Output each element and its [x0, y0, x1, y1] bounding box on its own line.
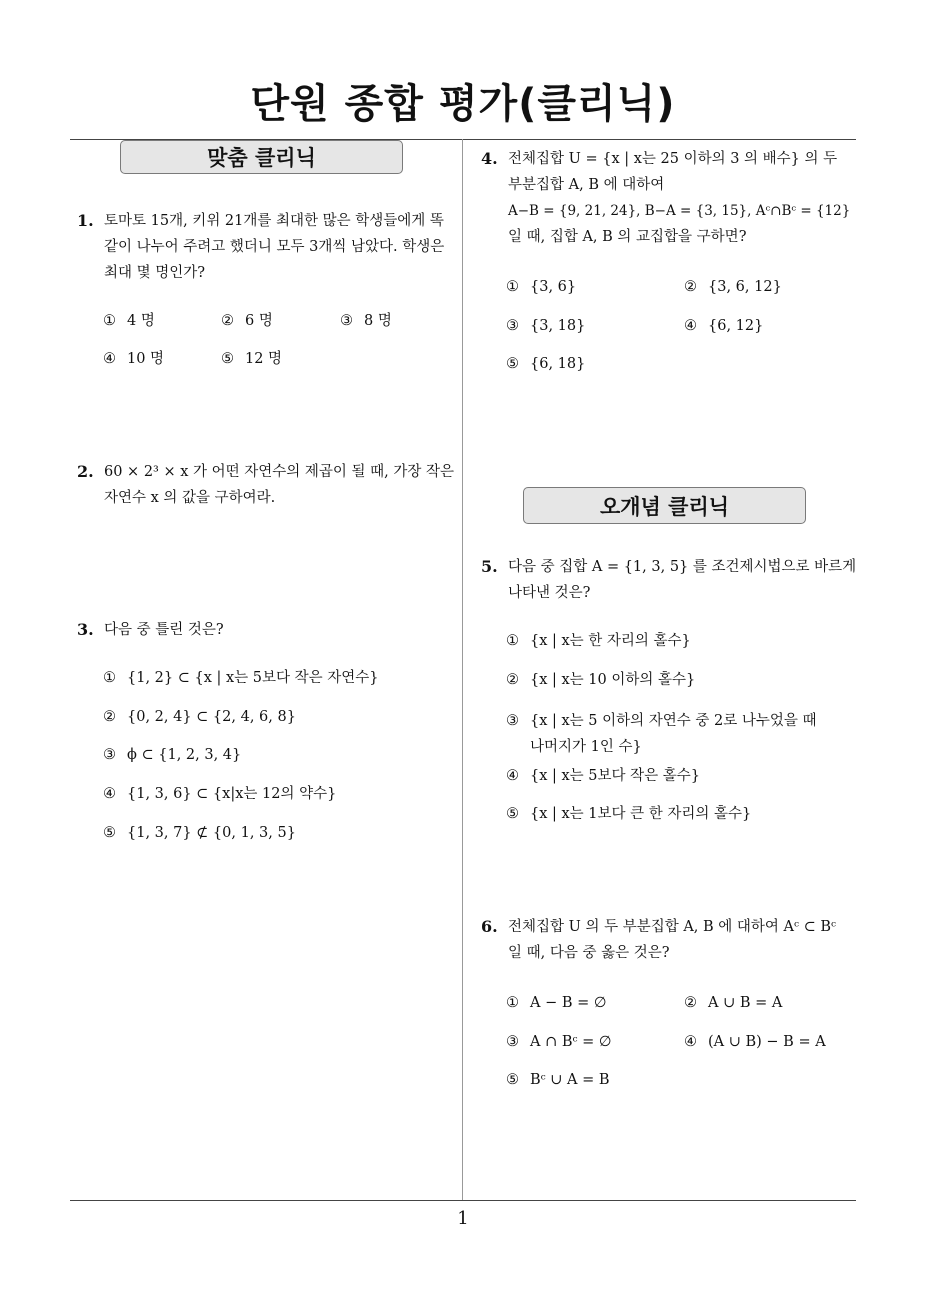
q1-option-3[interactable] [340, 310, 392, 332]
question-number: 1. [77, 211, 94, 230]
q5-option-5[interactable] [506, 803, 751, 825]
option-marker: ② [684, 279, 697, 295]
option-marker: ⑤ [103, 825, 116, 841]
question-number: 6. [481, 917, 498, 936]
option-marker: ① [506, 633, 519, 649]
section-header-misconception-clinic: 오개념 클리닉 [523, 487, 806, 524]
option-text: 4 명 [127, 313, 155, 329]
q1-option-2[interactable] [221, 310, 273, 332]
option-text: {3, 6, 12} [708, 279, 782, 295]
q6-option-3[interactable] [506, 1031, 612, 1053]
option-text: (A ∪ B) − B = A [708, 1034, 826, 1050]
q6-option-1[interactable] [506, 992, 607, 1014]
option-marker: ① [103, 670, 116, 686]
bottom-rule [70, 1200, 856, 1201]
option-text: Bᶜ ∪ A = B [530, 1072, 610, 1088]
option-marker: ⑤ [506, 1072, 519, 1088]
q4-option-2[interactable] [684, 276, 782, 298]
section-header-custom-clinic: 맞춤 클리닉 [120, 140, 403, 174]
q6-option-4[interactable] [684, 1031, 826, 1053]
q3-option-4[interactable] [103, 783, 336, 805]
q4-option-4[interactable] [684, 315, 763, 337]
question-3 [77, 617, 462, 643]
question-number: 5. [481, 557, 498, 576]
option-text: {1, 3, 6} ⊂ {x|x는 12의 약수} [127, 786, 337, 802]
option-marker: ① [103, 313, 116, 329]
option-text: {6, 18} [530, 356, 586, 372]
option-text: 8 명 [364, 313, 392, 329]
option-text: {3, 6} [530, 279, 577, 295]
question-2 [77, 459, 462, 511]
question-6 [481, 914, 866, 966]
q3-option-5[interactable] [103, 822, 296, 844]
option-marker: ③ [340, 313, 353, 329]
option-marker: ② [103, 709, 116, 725]
question-text-line: 전체집합 U 의 두 부분집합 A, B 에 대하여 Aᶜ ⊂ Bᶜ [508, 919, 837, 935]
question-text-line: 전체집합 U = {x | x는 25 이하의 3 의 배수} 의 두 [508, 151, 838, 167]
q1-option-4[interactable] [103, 348, 164, 370]
q1-option-5[interactable] [221, 348, 282, 370]
page-title: 단원 종합 평가(클리닉) [250, 81, 676, 127]
question-text-line: 일 때, 집합 A, B 의 교집합을 구하면? [508, 229, 747, 245]
option-marker: ③ [506, 1034, 519, 1050]
option-text: 12 명 [245, 351, 283, 367]
option-text: {x | x는 5 이하의 자연수 중 2로 나누었을 때 [530, 713, 817, 729]
q4-option-1[interactable] [506, 276, 576, 298]
question-text-line: 토마토 15개, 키위 21개를 최대한 많은 학생들에게 똑 [104, 213, 444, 229]
question-1 [77, 208, 462, 286]
option-text: {x | x는 1보다 큰 한 자리의 홀수} [530, 806, 752, 822]
option-marker: ⑤ [506, 356, 519, 372]
option-text: ϕ ⊂ {1, 2, 3, 4} [127, 747, 242, 763]
question-text-line: A−B = {9, 21, 24}, B−A = {3, 15}, Aᶜ∩Bᶜ = {12} [508, 203, 851, 219]
q1-option-1[interactable] [103, 310, 155, 332]
question-text-line: 다음 중 틀린 것은? [104, 622, 224, 638]
question-text-line: 나타낸 것은? [508, 585, 591, 601]
option-marker: ④ [684, 318, 697, 334]
question-text-line: 일 때, 다음 중 옳은 것은? [508, 945, 670, 961]
option-marker: ③ [506, 318, 519, 334]
question-number: 2. [77, 462, 94, 481]
option-text: A ∪ B = A [708, 995, 783, 1011]
question-5 [481, 554, 866, 606]
q4-option-3[interactable] [506, 315, 585, 337]
option-text: {6, 12} [708, 318, 764, 334]
q3-option-2[interactable] [103, 706, 296, 728]
q6-option-5[interactable] [506, 1069, 610, 1091]
option-marker: ③ [103, 747, 116, 763]
option-marker: ④ [684, 1034, 697, 1050]
option-text: {x | x는 한 자리의 홀수} [530, 633, 691, 649]
question-text-line: 부분집합 A, B 에 대하여 [508, 177, 665, 193]
option-text: {1, 3, 7} ⊄ {0, 1, 3, 5} [127, 825, 296, 841]
q5-option-1[interactable] [506, 630, 691, 652]
option-marker: ① [506, 995, 519, 1011]
question-text-line: 최대 몇 명인가? [104, 265, 206, 281]
option-marker: ③ [506, 713, 519, 729]
option-marker: ⑤ [221, 351, 234, 367]
option-text: 6 명 [245, 313, 273, 329]
question-text-line: 자연수 x 의 값을 구하여라. [104, 490, 276, 506]
option-text: {x | x는 10 이하의 홀수} [530, 672, 696, 688]
option-text: A ∩ Bᶜ = ∅ [530, 1034, 612, 1050]
question-4 [481, 146, 866, 250]
q3-option-3[interactable] [103, 744, 241, 766]
question-text-line: 같이 나누어 주려고 했더니 모두 3개씩 남았다. 학생은 [104, 239, 445, 255]
question-text-line: 다음 중 집합 A = {1, 3, 5} 를 조건제시법으로 바르게 [508, 559, 857, 575]
option-text: 10 명 [127, 351, 165, 367]
option-text: {3, 18} [530, 318, 586, 334]
option-text: A − B = ∅ [530, 995, 607, 1011]
option-marker: ② [506, 672, 519, 688]
option-marker: ① [506, 279, 519, 295]
option-marker: ⑤ [506, 806, 519, 822]
q5-option-3[interactable] [506, 708, 866, 760]
q5-option-4[interactable] [506, 765, 700, 787]
q5-option-2[interactable] [506, 669, 695, 691]
option-marker: ② [221, 313, 234, 329]
question-number: 3. [77, 620, 94, 639]
q6-option-2[interactable] [684, 992, 782, 1014]
question-text-line: 60 × 2³ × x 가 어떤 자연수의 제곱이 될 때, 가장 작은 [104, 464, 454, 480]
q3-option-1[interactable] [103, 667, 379, 689]
option-text: {0, 2, 4} ⊂ {2, 4, 6, 8} [127, 709, 296, 725]
option-text: {1, 2} ⊂ {x | x는 5보다 작은 자연수} [127, 670, 379, 686]
option-marker: ④ [506, 768, 519, 784]
question-number: 4. [481, 149, 498, 168]
page-number: 1 [457, 1208, 469, 1229]
column-divider [462, 139, 463, 1200]
q4-option-5[interactable] [506, 353, 585, 375]
option-marker: ④ [103, 786, 116, 802]
option-text: {x | x는 5보다 작은 홀수} [530, 768, 701, 784]
option-text-continued: 나머지가 1인 수} [530, 739, 642, 755]
option-marker: ④ [103, 351, 116, 367]
option-marker: ② [684, 995, 697, 1011]
